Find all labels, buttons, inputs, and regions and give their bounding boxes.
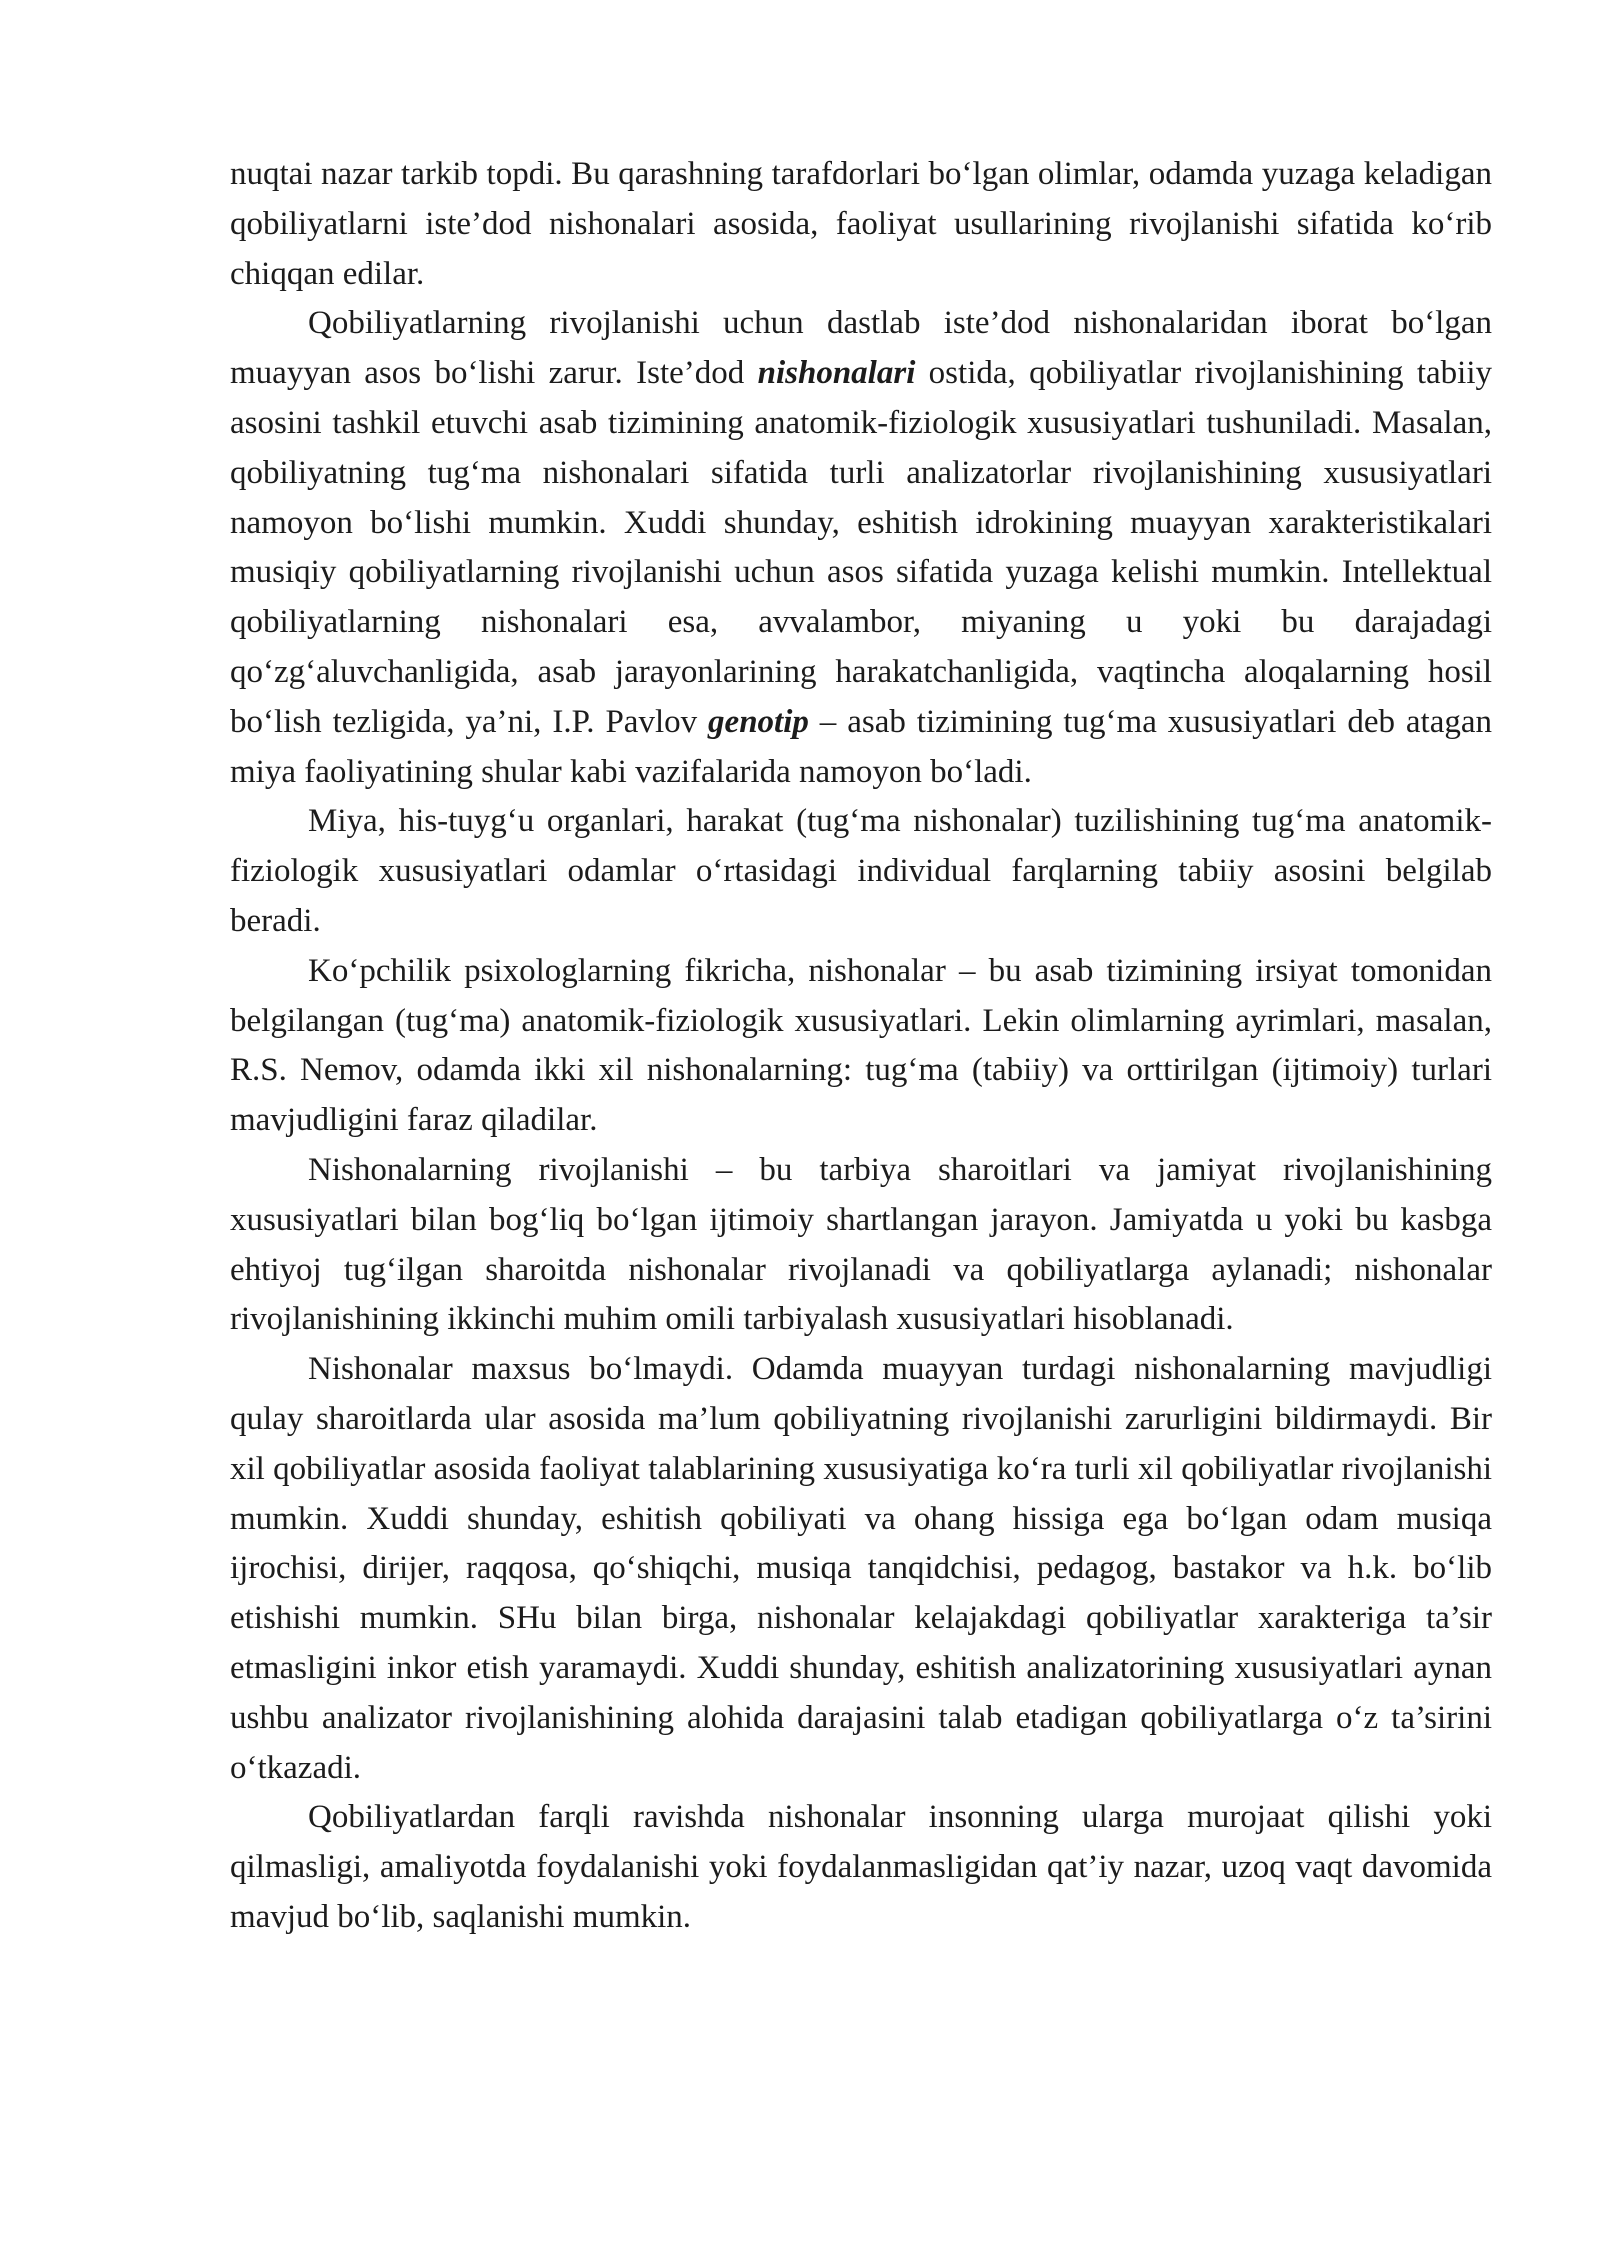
- paragraph-text: Nishonalarning rivojlanishi – bu tarbiya sharoitlari va jamiyat rivojlanishining xususiyatlari bilan bog‘liq bo‘lgan ijtimoiy shartlangan jarayon. Jamiyatda u yoki bu kasbga ehtiyoj tug‘ilgan sharoitda nishonalar rivojlanadi va qobiliyatlarga aylanadi; nishonalar rivojlanishining ikkinchi muhim omili tarbiyalash xususiyatlari hisoblanadi.: [230, 1151, 1492, 1338]
- paragraph-text: ostida, qobiliyatlar rivojlanishining tabiiy asosini tashkil etuvchi asab tizimining anatomik-fiziologik xususiyatlari tushuniladi. Masalan, qobiliyatning tug‘ma nishonalari sifatida turli analizatorlar rivojlanishining xususiyatlari namoyon bo‘lishi mumkin. Xuddi shunday, eshitish idrokining muayyan xarakteristikalari musiqiy qobiliyatlarning rivojlanishi uchun asos sifatida yuzaga kelishi mumkin. Intellektual qobiliyatlarning nishonalari esa, avvalambor, miyaning u yoki bu darajadagi qo‘zg‘aluvchanligida, asab jarayonlarining harakatchanligida, vaqtincha aloqalarning hosil bo‘lish tezligida, ya’ni, I.P. Pavlov: [230, 355, 1493, 740]
- paragraph-text: Nishonalar maxsus bo‘lmaydi. Odamda muayyan turdagi nishonalarning mavjudligi qulay sharoitlarda ular asosida ma’lum qobiliyatning rivojlanishi zarurligini bildirmaydi. Bir xil qobiliyatlar asosida faoliyat talablarining xususiyatiga ko‘ra turli xil qobiliyatlar rivojlanishi mumkin. Xuddi shunday, eshitish qobiliyati va ohang hissiga ega bo‘lgan odam musiqa ijrochisi, dirijer, raqqosa, qo‘shiqchi, musiqa tanqidchisi, pedagog, bastakor va h.k. bo‘lib etishishi mumkin. SHu bilan birga, nishonalar kelajakdagi qobiliyatlar xarakteriga ta’sir etmasligini inkor etish yaramaydi. Xuddi shunday, eshitish analizatorining xususiyatlari aynan ushbu analizator rivojlanishining alohida darajasini talab etadigan qobiliyatlarga o‘z ta’sirini o‘tkazadi.: [230, 1351, 1492, 1786]
- paragraph-3: [230, 797, 1492, 946]
- paragraph-7: [230, 1793, 1492, 1942]
- paragraph-text: Qobiliyatlardan farqli ravishda nishonalar insonning ularga murojaat qilishi yoki qilmasligi, amaliyotda foydalanishi yoki foydalanmasligidan qat’iy nazar, uzoq vaqt davomida mavjud bo‘lib, saqlanishi mumkin.: [230, 1799, 1492, 1935]
- emphasized-term-genotip: genotip: [708, 703, 809, 740]
- paragraph-4: [230, 947, 1492, 1146]
- paragraph-6: [230, 1345, 1492, 1793]
- paragraph-text: nuqtai nazar tarkib topdi. Bu qarashning tarafdorlari bo‘lgan olimlar, odamda yuzaga keladigan qobiliyatlarni iste’dod nishonalari asosida, faoliyat usullarining rivojlanishi sifatida ko‘rib chiqqan edilar.: [230, 156, 1492, 292]
- paragraph-text: Qobiliyatlarning rivojlanishi uchun dastlab iste’dod nishonalaridan iborat bo‘lgan muayyan asos bo‘lishi zarur. Iste’dod: [230, 305, 1492, 392]
- paragraph-5: [230, 1146, 1492, 1345]
- paragraph-text: – asab tizimining tug‘ma xususiyatlari deb atagan miya faoliyatining shular kabi vazifalarida namoyon bo‘ladi.: [230, 703, 1492, 790]
- paragraph-1: [230, 150, 1492, 299]
- emphasized-term-nishonalari: nishonalari: [757, 355, 916, 392]
- paragraph-2: [230, 299, 1492, 797]
- document-page: [230, 150, 1492, 1943]
- paragraph-text: Miya, his-tuyg‘u organlari, harakat (tug‘ma nishonalar) tuzilishining tug‘ma anatomik-fiziologik xususiyatlari odamlar o‘rtasidagi individual farqlarning tabiiy asosini belgilab beradi.: [230, 803, 1492, 939]
- paragraph-text: Ko‘pchilik psixologlarning fikricha, nishonalar – bu asab tizimining irsiyat tomonidan belgilangan (tug‘ma) anatomik-fiziologik xususiyatlari. Lekin olimlarning ayrimlari, masalan, R.S. Nemov, odamda ikki xil nishonalarning: tug‘ma (tabiiy) va orttirilgan (ijtimoiy) turlari mavjudligini faraz qiladilar.: [230, 952, 1492, 1139]
